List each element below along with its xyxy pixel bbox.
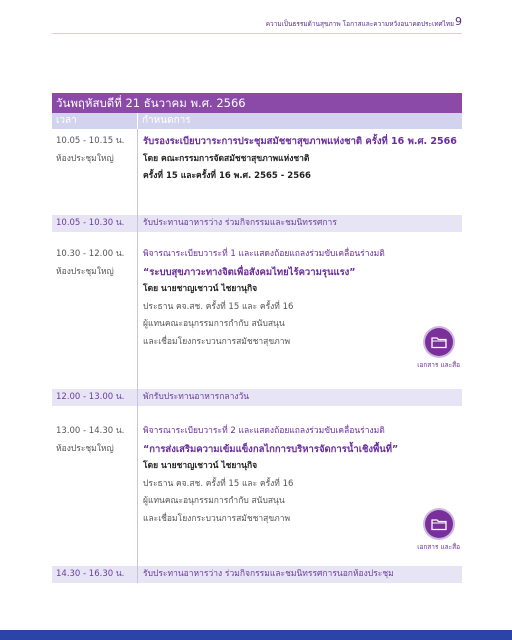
time-text: 10.30 - 12.00 น. [56, 249, 125, 259]
agenda-by: โดย นายชาญเชาวน์ ไชยานุกิจ [143, 461, 258, 471]
time-cell: 12.00 - 13.00 น. [52, 389, 138, 406]
table-row [52, 232, 462, 389]
table-row-break [52, 566, 462, 583]
break-text: รับประทานอาหารว่าง ร่วมกิจกรรมและชมนิทรรศการนอกห้องประชุม [143, 569, 394, 579]
time-text: 10.05 - 10.15 น. [56, 136, 125, 146]
agenda-title: “ระบบสุขภาวะทางจิตเพื่อสังคมไทยไร้ความรุนแรง” [143, 266, 356, 278]
room-text: ห้องประชุมใหญ่ [56, 443, 114, 454]
time-cell: 10.05 - 10.30 น. [52, 215, 138, 232]
room-text: ห้องประชุมใหญ่ [56, 153, 114, 164]
agenda-cell [138, 129, 462, 215]
agenda-detail: ประธาน คจ.สช. ครั้งที่ 15 และ ครั้งที่ 16 [143, 301, 294, 312]
table-row-break [52, 215, 462, 232]
agenda-intro: พิจารณาระเบียบวาระที่ 1 และแสดงถ้อยแถลงร่วมขับเคลื่อนร่างมติ [143, 249, 385, 259]
agenda-detail: และเชื่อมโยงกระบวนการสมัชชาสุขภาพ [143, 336, 291, 347]
day-title: วันพฤหัสบดีที่ 21 ธันวาคม พ.ศ. 2566 [52, 93, 462, 113]
agenda-detail: ผู้แทนคณะอนุกรรมการกำกับ สนับสนุน [143, 319, 285, 329]
agenda-title: รับรองระเบียบวาระการประชุมสมัชชาสุขภาพแห่งชาติ ครั้งที่ 16 พ.ศ. 2566 [143, 136, 457, 147]
agenda-by: โดย คณะกรรมการจัดสมัชชาสุขภาพแห่งชาติ [143, 153, 310, 164]
time-cell [52, 232, 138, 389]
agenda-detail: ผู้แทนคณะอนุกรรมการกำกับ สนับสนุน [143, 496, 285, 506]
agenda-detail: ประธาน คจ.สช. ครั้งที่ 15 และ ครั้งที่ 16 [143, 478, 294, 489]
page-number: 9 [455, 15, 462, 28]
schedule-table [52, 93, 462, 583]
break-text: รับประทานอาหารว่าง ร่วมกิจกรรมและชมนิทรรศการ [143, 218, 337, 228]
running-title: ความเป็นธรรมด้านสุขภาพ โอกาสและความหวังอนาคตประเทศไทย [265, 20, 454, 28]
agenda-detail: และเชื่อมโยงกระบวนการสมัชชาสุขภาพ [143, 513, 291, 524]
agenda-title: “การส่งเสริมความเข้มแข็งกลไกการบริหารจัดการน้ำเชิงพื้นที่” [143, 443, 399, 455]
folder-icon [431, 335, 447, 349]
header-divider [52, 33, 462, 34]
table-row [52, 129, 462, 215]
time-cell [52, 406, 138, 566]
room-text: ห้องประชุมใหญ่ [56, 266, 114, 277]
time-text: 13.00 - 14.30 น. [56, 426, 125, 436]
agenda-extra: ครั้งที่ 15 และครั้งที่ 16 พ.ศ. 2565 - 2566 [143, 171, 311, 181]
time-cell: 14.30 - 16.30 น. [52, 566, 138, 583]
documents-label: เอกสาร และสื่อ [417, 543, 460, 551]
column-header-row [52, 113, 462, 129]
agenda-cell [138, 232, 462, 389]
table-row-break [52, 389, 462, 406]
documents-button[interactable] [425, 510, 453, 538]
agenda-by: โดย นายชาญเชาวน์ ไชยานุกิจ [143, 284, 258, 294]
folder-icon [431, 517, 447, 531]
time-column-header: เวลา [52, 113, 138, 129]
documents-button[interactable] [425, 328, 453, 356]
time-cell [52, 129, 138, 215]
footer-strip [0, 630, 512, 640]
break-text: พักรับประทานอาหารกลางวัน [143, 392, 250, 402]
agenda-intro: พิจารณาระเบียบวาระที่ 2 และแสดงถ้อยแถลงร่วมขับเคลื่อนร่างมติ [143, 426, 385, 436]
table-row [52, 406, 462, 566]
agenda-column-header: กำหนดการ [142, 115, 191, 126]
agenda-cell [138, 406, 462, 566]
documents-label: เอกสาร และสื่อ [417, 361, 460, 369]
